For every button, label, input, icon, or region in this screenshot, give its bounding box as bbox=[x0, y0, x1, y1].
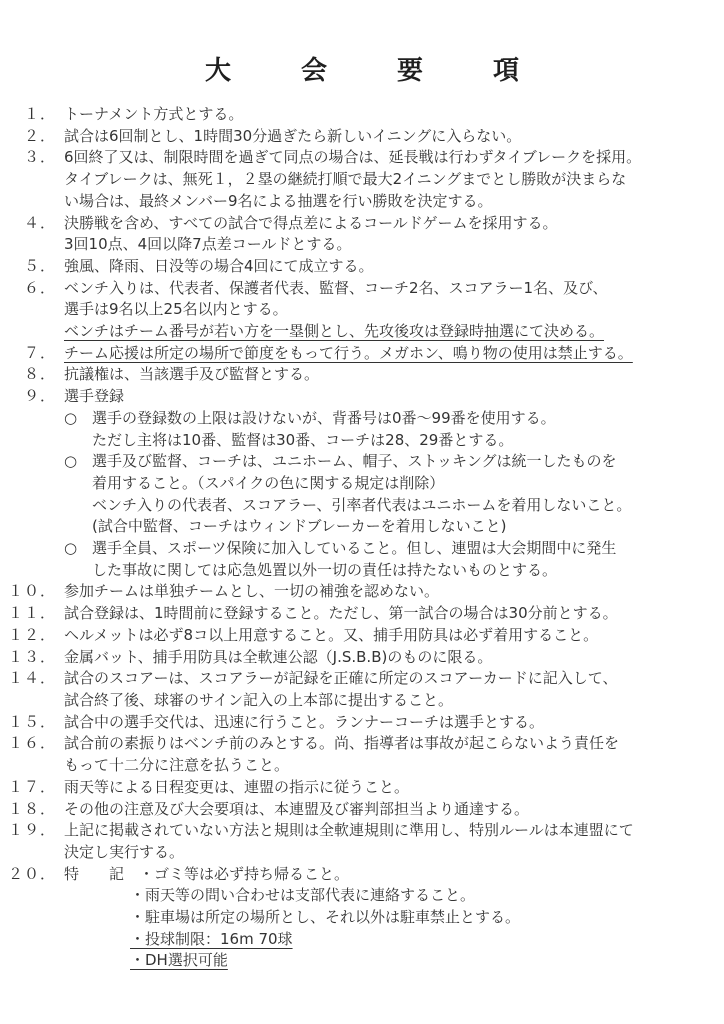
rule-number: ２． bbox=[23, 126, 56, 145]
rules-list bbox=[0, 104, 724, 972]
rule-line: ベンチはチーム番号が若い方を一塁側とし、先攻後攻は登録時抽選にて決める。 bbox=[64, 322, 605, 341]
rule-content bbox=[64, 864, 706, 973]
rule-line: 試合中の選手交代は、迅速に行うこと。ランナーコーチは選手とする。 bbox=[64, 712, 545, 731]
rule-content bbox=[64, 386, 706, 581]
rule-number: １０． bbox=[7, 582, 56, 601]
rule-line: ただし主将は10番、監督は30番、コーチは28、29番とする。 bbox=[92, 430, 514, 449]
rule-item-7 bbox=[0, 343, 706, 365]
rule-line: ベンチ入りは、代表者、保護者代表、監督、コーチ2名、スコアラー1名、及び、 bbox=[64, 278, 608, 297]
rule-number: ２０． bbox=[7, 864, 56, 883]
rule-line-text: 選手の登録数の上限は設けないが、背番号は0番～99番を使用する。 bbox=[92, 408, 556, 427]
rule-line: チーム応援は所定の場所で節度をもって行う。メガホン、鳴り物の使用は禁止する。 bbox=[64, 343, 633, 362]
rule-line-text: 選手及び監督、コーチは、ユニホーム、帽子、ストッキングは統一したものを bbox=[92, 452, 617, 471]
rule-content bbox=[64, 343, 706, 365]
rule-content bbox=[64, 668, 706, 711]
rule-line: ヘルメットは必ず8コ以上用意すること。又、捕手用防具は必ず着用すること。 bbox=[64, 625, 599, 644]
rule-item-8 bbox=[0, 364, 706, 386]
rule-item-18 bbox=[0, 799, 706, 821]
rule-item-14 bbox=[0, 668, 706, 711]
circle-bullet-icon: ○ bbox=[64, 408, 78, 427]
rule-line: タイブレークは、無死１，２塁の継続打順で最大2イニングまでとし勝敗が決まらな bbox=[64, 170, 627, 189]
rule-number: １４． bbox=[7, 669, 56, 688]
rule-number: １９． bbox=[7, 821, 56, 840]
rule-content bbox=[64, 147, 706, 212]
rule-number: ８． bbox=[23, 365, 56, 384]
rule-number: １７． bbox=[7, 777, 56, 796]
rule-number: １． bbox=[23, 105, 56, 123]
rule-number: ７． bbox=[23, 343, 56, 362]
rule-line: 雨天等による日程変更は、連盟の指示に従うこと。 bbox=[64, 777, 410, 796]
rule-content bbox=[64, 799, 706, 821]
rule-line: 抗議権は、当該選手及び監督とする。 bbox=[64, 365, 320, 384]
rule-item-13 bbox=[0, 647, 706, 669]
rule-subitem bbox=[64, 408, 706, 430]
rule-line: トーナメント方式とする。 bbox=[64, 105, 244, 123]
rule-line: ・雨天等の問い合わせは支部代表に連絡すること。 bbox=[130, 886, 476, 905]
rule-line: 強風、降雨、日没等の場合4回にて成立する。 bbox=[64, 256, 374, 275]
rule-item-12 bbox=[0, 625, 706, 647]
rule-line: その他の注意及び大会要項は、本連盟及び審判部担当より通達する。 bbox=[64, 799, 530, 818]
rule-line: ・駐車場は所定の場所とし、それ以外は駐車禁止とする。 bbox=[130, 908, 521, 927]
rule-number: １５． bbox=[7, 712, 56, 731]
rule-line: 試合のスコアーは、スコアラーが記録を正確に所定のスコアーカードに記入して、 bbox=[64, 669, 618, 688]
rule-line: 選手登録 bbox=[64, 387, 125, 406]
rule-content bbox=[64, 581, 706, 603]
rule-line: 試合登録は、1時間前に登録すること。ただし、第一試合の場合は30分前とする。 bbox=[64, 604, 618, 623]
rule-number: １２． bbox=[7, 625, 56, 644]
rule-content bbox=[64, 603, 706, 625]
rule-item-17 bbox=[0, 777, 706, 799]
rule-subitem bbox=[64, 451, 706, 473]
rule-line: ・投球制限：16m 70球 bbox=[130, 929, 293, 948]
rule-item-1 bbox=[0, 104, 706, 126]
rule-line: ・DH選択可能 bbox=[130, 951, 228, 970]
rule-item-10 bbox=[0, 581, 706, 603]
rule-content bbox=[64, 625, 706, 647]
rule-line-text: 選手全員、スポーツ保険に加入していること。但し、連盟は大会期間中に発生 bbox=[92, 539, 617, 558]
rule-number: １８． bbox=[7, 799, 56, 818]
rule-line: い場合は、最終メンバー9名による抽選を行い勝敗を決定する。 bbox=[64, 191, 493, 210]
rule-content bbox=[64, 104, 706, 126]
rule-content bbox=[64, 777, 706, 799]
circle-bullet-icon: ○ bbox=[64, 539, 78, 558]
rule-line: した事故に関しては応急処置以外一切の責任は持たないものとする。 bbox=[92, 560, 558, 579]
rule-item-20 bbox=[0, 864, 706, 973]
rule-number: １１． bbox=[7, 604, 56, 623]
circle-bullet-icon: ○ bbox=[64, 452, 78, 471]
rule-item-11 bbox=[0, 603, 706, 625]
rule-content bbox=[64, 733, 706, 776]
rule-number: ４． bbox=[23, 213, 56, 232]
rule-line: もって十二分に注意を払うこと。 bbox=[64, 756, 290, 775]
rule-item-3 bbox=[0, 147, 706, 212]
rule-content bbox=[64, 256, 706, 278]
rule-number: ９． bbox=[23, 387, 56, 406]
rule-number: ６． bbox=[23, 278, 56, 297]
rule-line: 試合終了後、球審のサイン記入の上本部に提出すること。 bbox=[64, 690, 453, 709]
rule-line: 決勝戦を含め、すべての試合で得点差によるコールドゲームを採用する。 bbox=[64, 213, 558, 232]
rule-number: ５． bbox=[23, 256, 56, 275]
rule-line: 試合は6回制とし、1時間30分過ぎたら新しいイニングに入らない。 bbox=[64, 126, 522, 145]
rule-content bbox=[64, 820, 706, 863]
rule-item-15 bbox=[0, 712, 706, 734]
rule-subitem bbox=[64, 538, 706, 560]
rule-line: 着用すること。（スパイクの色に関する規定は削除） bbox=[92, 473, 445, 492]
rule-content bbox=[64, 364, 706, 386]
rule-line: ベンチ入りの代表者、スコアラー、引率者代表はユニホームを着用しないこと。 bbox=[92, 495, 632, 514]
rule-line: 6回終了又は、制限時間を過ぎて同点の場合は、延長戦は行わずタイブレークを採用。 bbox=[64, 148, 642, 167]
rule-item-6 bbox=[0, 278, 706, 343]
rule-line: 金属バット、捕手用防具は全軟連公認（J.S.B.B)のものに限る。 bbox=[64, 647, 493, 666]
rule-line: 選手は9名以上25名以内とする。 bbox=[64, 300, 288, 319]
rule-item-2 bbox=[0, 126, 706, 148]
rule-line: 上記に掲載されていない方法と規則は全軟連規則に準用し、特別ルールは本連盟にて bbox=[64, 821, 634, 840]
rule-number: １３． bbox=[7, 647, 56, 666]
rule-content bbox=[64, 712, 706, 734]
rule-line: 決定し実行する。 bbox=[64, 842, 185, 861]
rule-line: (試合中監督、コーチはウィンドブレーカーを着用しないこと) bbox=[92, 517, 507, 536]
rule-item-5 bbox=[0, 256, 706, 278]
rule-content bbox=[64, 213, 706, 256]
rule-item-19 bbox=[0, 820, 706, 863]
rule-content bbox=[64, 278, 706, 343]
rule-number: ３． bbox=[23, 148, 56, 167]
rule-item-9 bbox=[0, 386, 706, 581]
rule-line: 試合前の素振りはベンチ前のみとする。尚、指導者は事故が起こらないよう責任を bbox=[64, 734, 620, 753]
rule-content bbox=[64, 647, 706, 669]
rule-line: 特 記 ・ゴミ等は必ず持ち帰ること。 bbox=[64, 864, 350, 883]
rule-item-16 bbox=[0, 733, 706, 776]
rule-content bbox=[64, 126, 706, 148]
document-title: 大会要項 bbox=[204, 56, 589, 86]
rule-line: 参加チームは単独チームとし、一切の補強を認めない。 bbox=[64, 582, 440, 601]
rule-line: 3回10点、4回以降7点差コールドとする。 bbox=[64, 235, 352, 254]
rule-number: １６． bbox=[7, 734, 56, 753]
rule-item-4 bbox=[0, 213, 706, 256]
